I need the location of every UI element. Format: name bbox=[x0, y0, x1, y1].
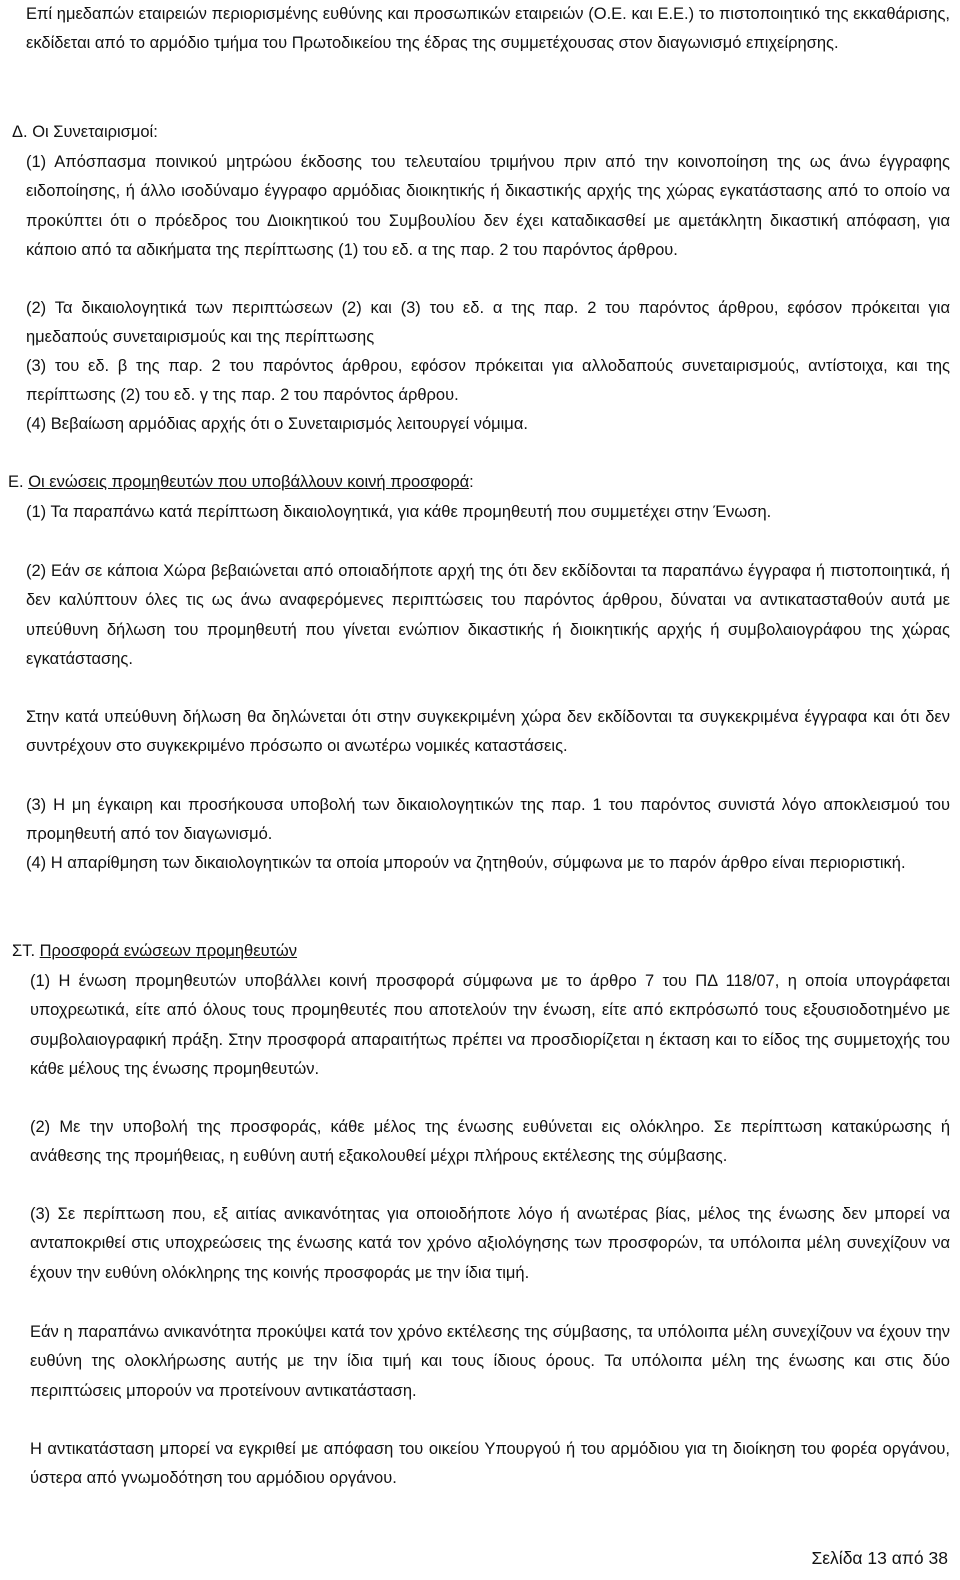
section-st-prefix: ΣΤ. bbox=[12, 942, 40, 960]
section-d-prefix: Δ. bbox=[12, 123, 33, 141]
section-d-item-1: (1) Απόσπασμα ποινικού μητρώου έκδοσης του τελευταίου τριμήνου πριν από την κοινοποίηση της ως άνω έγγραφης ειδοποίησης, ή άλλο ισοδύναμο έγγραφο αρμόδιας διοικητικής ή δικαστικής αρχής της χώρας εγκατάστασης από το οποίο να προκύπτει ότι ο πρόεδρος του Διοικητικού του Συμβουλίου δεν έχει καταδικασθεί με αμετάκλητη δικαστική απόφαση, για κάποιο από τα αδικήματα της περίπτωσης (1) του εδ. α της παρ. 2 του παρόντος άρθρου. bbox=[26, 153, 950, 259]
page-number: Σελίδα 13 από 38 bbox=[811, 1548, 948, 1568]
section-e-heading bbox=[8, 468, 474, 497]
section-st-item-1: (1) Η ένωση προμηθευτών υποβάλλει κοινή προσφορά σύμφωνα με το άρθρο 7 του ΠΔ 118/07, η οποία υπογράφεται υποχρεωτικά, είτε από όλους τους προμηθευτές που αποτελούν την ένωση, είτε από εκπρόσωπό τους εξουσιοδοτημένο με συμβολαιογραφική πράξη. Στην προσφορά απαραιτήτως πρέπει να προσδιορίζεται η έκταση και το είδος της συμμετοχής του κάθε μέλους της ένωσης προμηθευτών. bbox=[30, 972, 950, 1078]
section-d-heading bbox=[12, 118, 158, 147]
section-d-suffix: : bbox=[153, 123, 158, 141]
section-st-item-3: (3) Σε περίπτωση που, εξ αιτίας ανικανότητας για οποιοδήποτε λόγο ή ανωτέρας βίας, μέλος της ένωσης δεν μπορεί να ανταποκριθεί στις υποχρεώσεις της ένωσης κατά τον χρόνο αξιολόγησης των προσφορών, τα υπόλοιπα μέλη συνεχίζουν να έχουν την ευθύνη ολόκληρης της κοινής προσφοράς με την ίδια τιμή. bbox=[30, 1205, 950, 1282]
section-e-item-3: (3) Η μη έγκαιρη και προσήκουσα υποβολή των δικαιολογητικών της παρ. 1 του παρόντος συνιστά λόγο αποκλεισμού του προμηθευτή από τον διαγωνισμό. bbox=[26, 796, 950, 844]
section-d-title: Οι Συνεταιρισμοί bbox=[32, 123, 154, 141]
section-d-item-3: (3) του εδ. β της παρ. 2 του παρόντος άρθρου, εφόσον πρόκειται για αλλοδαπούς συνεταιρισμούς, αντίστοιχα, και της περίπτωσης (2) του εδ. γ της παρ. 2 του παρόντος άρθρου. bbox=[26, 357, 950, 405]
section-e-item-1: (1) Τα παραπάνω κατά περίπτωση δικαιολογητικά, για κάθε προμηθευτή που συμμετέχει στην Ένωση. bbox=[26, 503, 772, 521]
intro-paragraph: Επί ημεδαπών εταιρειών περιορισμένης ευθύνης και προσωπικών εταιρειών (Ο.Ε. και Ε.Ε.) το πιστοποιητικό της εκκαθάρισης, εκδίδεται από το αρμόδιο τμήμα του Πρωτοδικείου της έδρας της συμμετέχουσας στον διαγωνισμό επιχείρησης. bbox=[26, 5, 950, 53]
section-st-note-2: Η αντικατάσταση μπορεί να εγκριθεί με απόφαση του οικείου Υπουργού ή του αρμόδιου για τη διοίκηση του φορέα οργάνου, ύστερα από γνωμοδότηση του αρμόδιου οργάνου. bbox=[30, 1440, 950, 1488]
section-st-note-1: Εάν η παραπάνω ανικανότητα προκύψει κατά τον χρόνο εκτέλεσης της σύμβασης, τα υπόλοιπα μέλη συνεχίζουν να έχουν την ευθύνη της ολοκλήρωσης αυτής με την ίδια τιμή και τους ίδιους όρους. Τα υπόλοιπα μέλη της ένωσης και στις δύο περιπτώσεις μπορούν να προτείνουν αντικατάσταση. bbox=[30, 1323, 950, 1400]
section-e-item-4: (4) Η απαρίθμηση των δικαιολογητικών τα οποία μπορούν να ζητηθούν, σύμφωνα με το παρόν άρθρο είναι περιοριστική. bbox=[26, 854, 906, 872]
section-d-item-2: (2) Τα δικαιολογητικά των περιπτώσεων (2) και (3) του εδ. α της παρ. 2 του παρόντος άρθρου, εφόσον πρόκειται για ημεδαπούς συνεταιρισμούς και της περίπτωσης bbox=[26, 299, 950, 347]
section-st-title: Προσφορά ενώσεων προμηθευτών bbox=[39, 942, 298, 960]
section-st-heading bbox=[12, 937, 297, 966]
section-e-note: Στην κατά υπεύθυνη δήλωση θα δηλώνεται ότι στην συγκεκριμένη χώρα δεν εκδίδονται τα συγκεκριμένα έγγραφα και ότι δεν συντρέχουν στο συγκεκριμένο πρόσωπο οι ανωτέρω νομικές καταστάσεις. bbox=[26, 708, 950, 756]
section-e-title: Οι ενώσεις προμηθευτών που υποβάλλουν κοινή προσφορά bbox=[28, 473, 470, 491]
section-st-item-2: (2) Με την υποβολή της προσφοράς, κάθε μέλος της ένωσης ευθύνεται εις ολόκληρο. Σε περίπτωση κατακύρωσης ή ανάθεσης της προμήθειας, η ευθύνη αυτή εξακολουθεί μέχρι πλήρους εκτέλεσης της σύμβασης. bbox=[30, 1118, 950, 1166]
section-e-item-2: (2) Εάν σε κάποια Χώρα βεβαιώνεται από οποιαδήποτε αρχή της ότι δεν εκδίδονται τα παραπάνω έγγραφα ή πιστοποιητικά, ή δεν καλύπτουν όλες τις ως άνω αναφερόμενες περιπτώσεις του παρόντος άρθρου, δύναται να αντικατασταθούν αυτά με υπεύθυνη δήλωση του προμηθευτή που γίνεται ενώπιον δικαστικής ή διοικητικής αρχής ή συμβολαιογράφου της χώρας εγκατάστασης. bbox=[26, 562, 950, 668]
section-d-item-4: (4) Βεβαίωση αρμόδιας αρχής ότι ο Συνεταιρισμός λειτουργεί νόμιμα. bbox=[26, 415, 528, 433]
section-e-prefix: Ε. bbox=[8, 473, 29, 491]
section-e-suffix: : bbox=[469, 473, 474, 491]
